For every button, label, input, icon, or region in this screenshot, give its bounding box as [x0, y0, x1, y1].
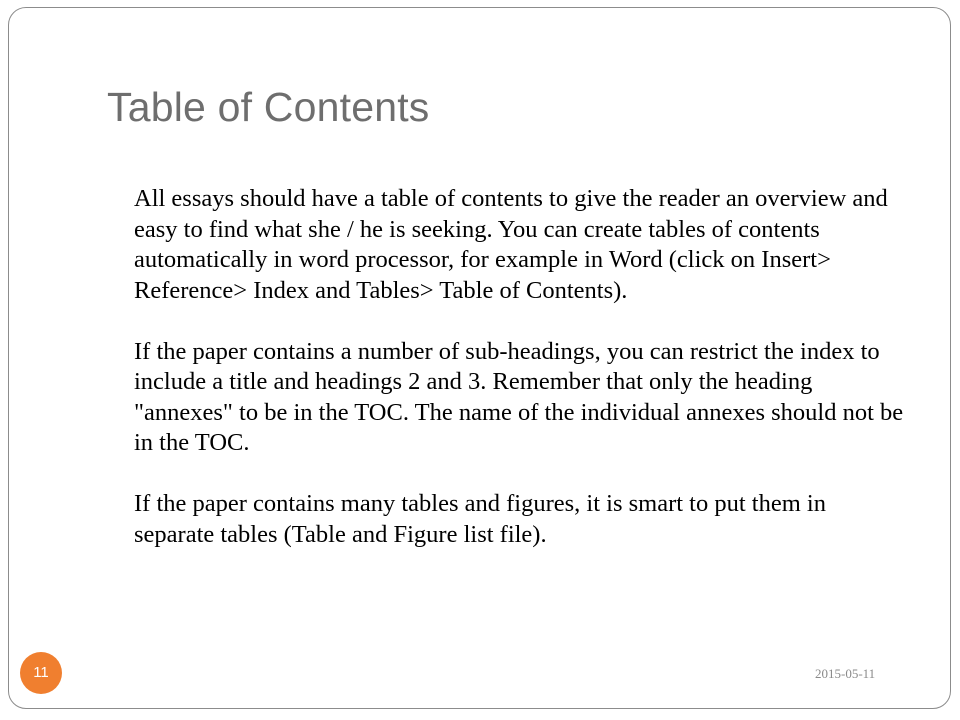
paragraph-tables-figures: If the paper contains many tables and figures, it is smart to put them in separate tables (Table and Figure list file).	[134, 490, 826, 548]
paragraph-sub-headings: If the paper contains a number of sub-headings, you can restrict the index to include a title and headings 2 and 3. Remember that only the heading "annexes" to be in the TOC. The name of the individual annexes should not be in the TOC.	[134, 337, 904, 456]
footer-date: 2015-05-11	[815, 666, 876, 681]
slide-body	[134, 184, 904, 550]
paragraph-toc-overview: All essays should have a table of contents to give the reader an overview and easy to find what she / he is seeking. You can create tables of contents automatically in word processor, for example in Word (click on Insert> Reference> Index and Tables> Table of Contents).	[134, 185, 888, 304]
page-number-badge: 11	[20, 652, 62, 694]
slide-title: Table of Contents	[107, 84, 430, 130]
